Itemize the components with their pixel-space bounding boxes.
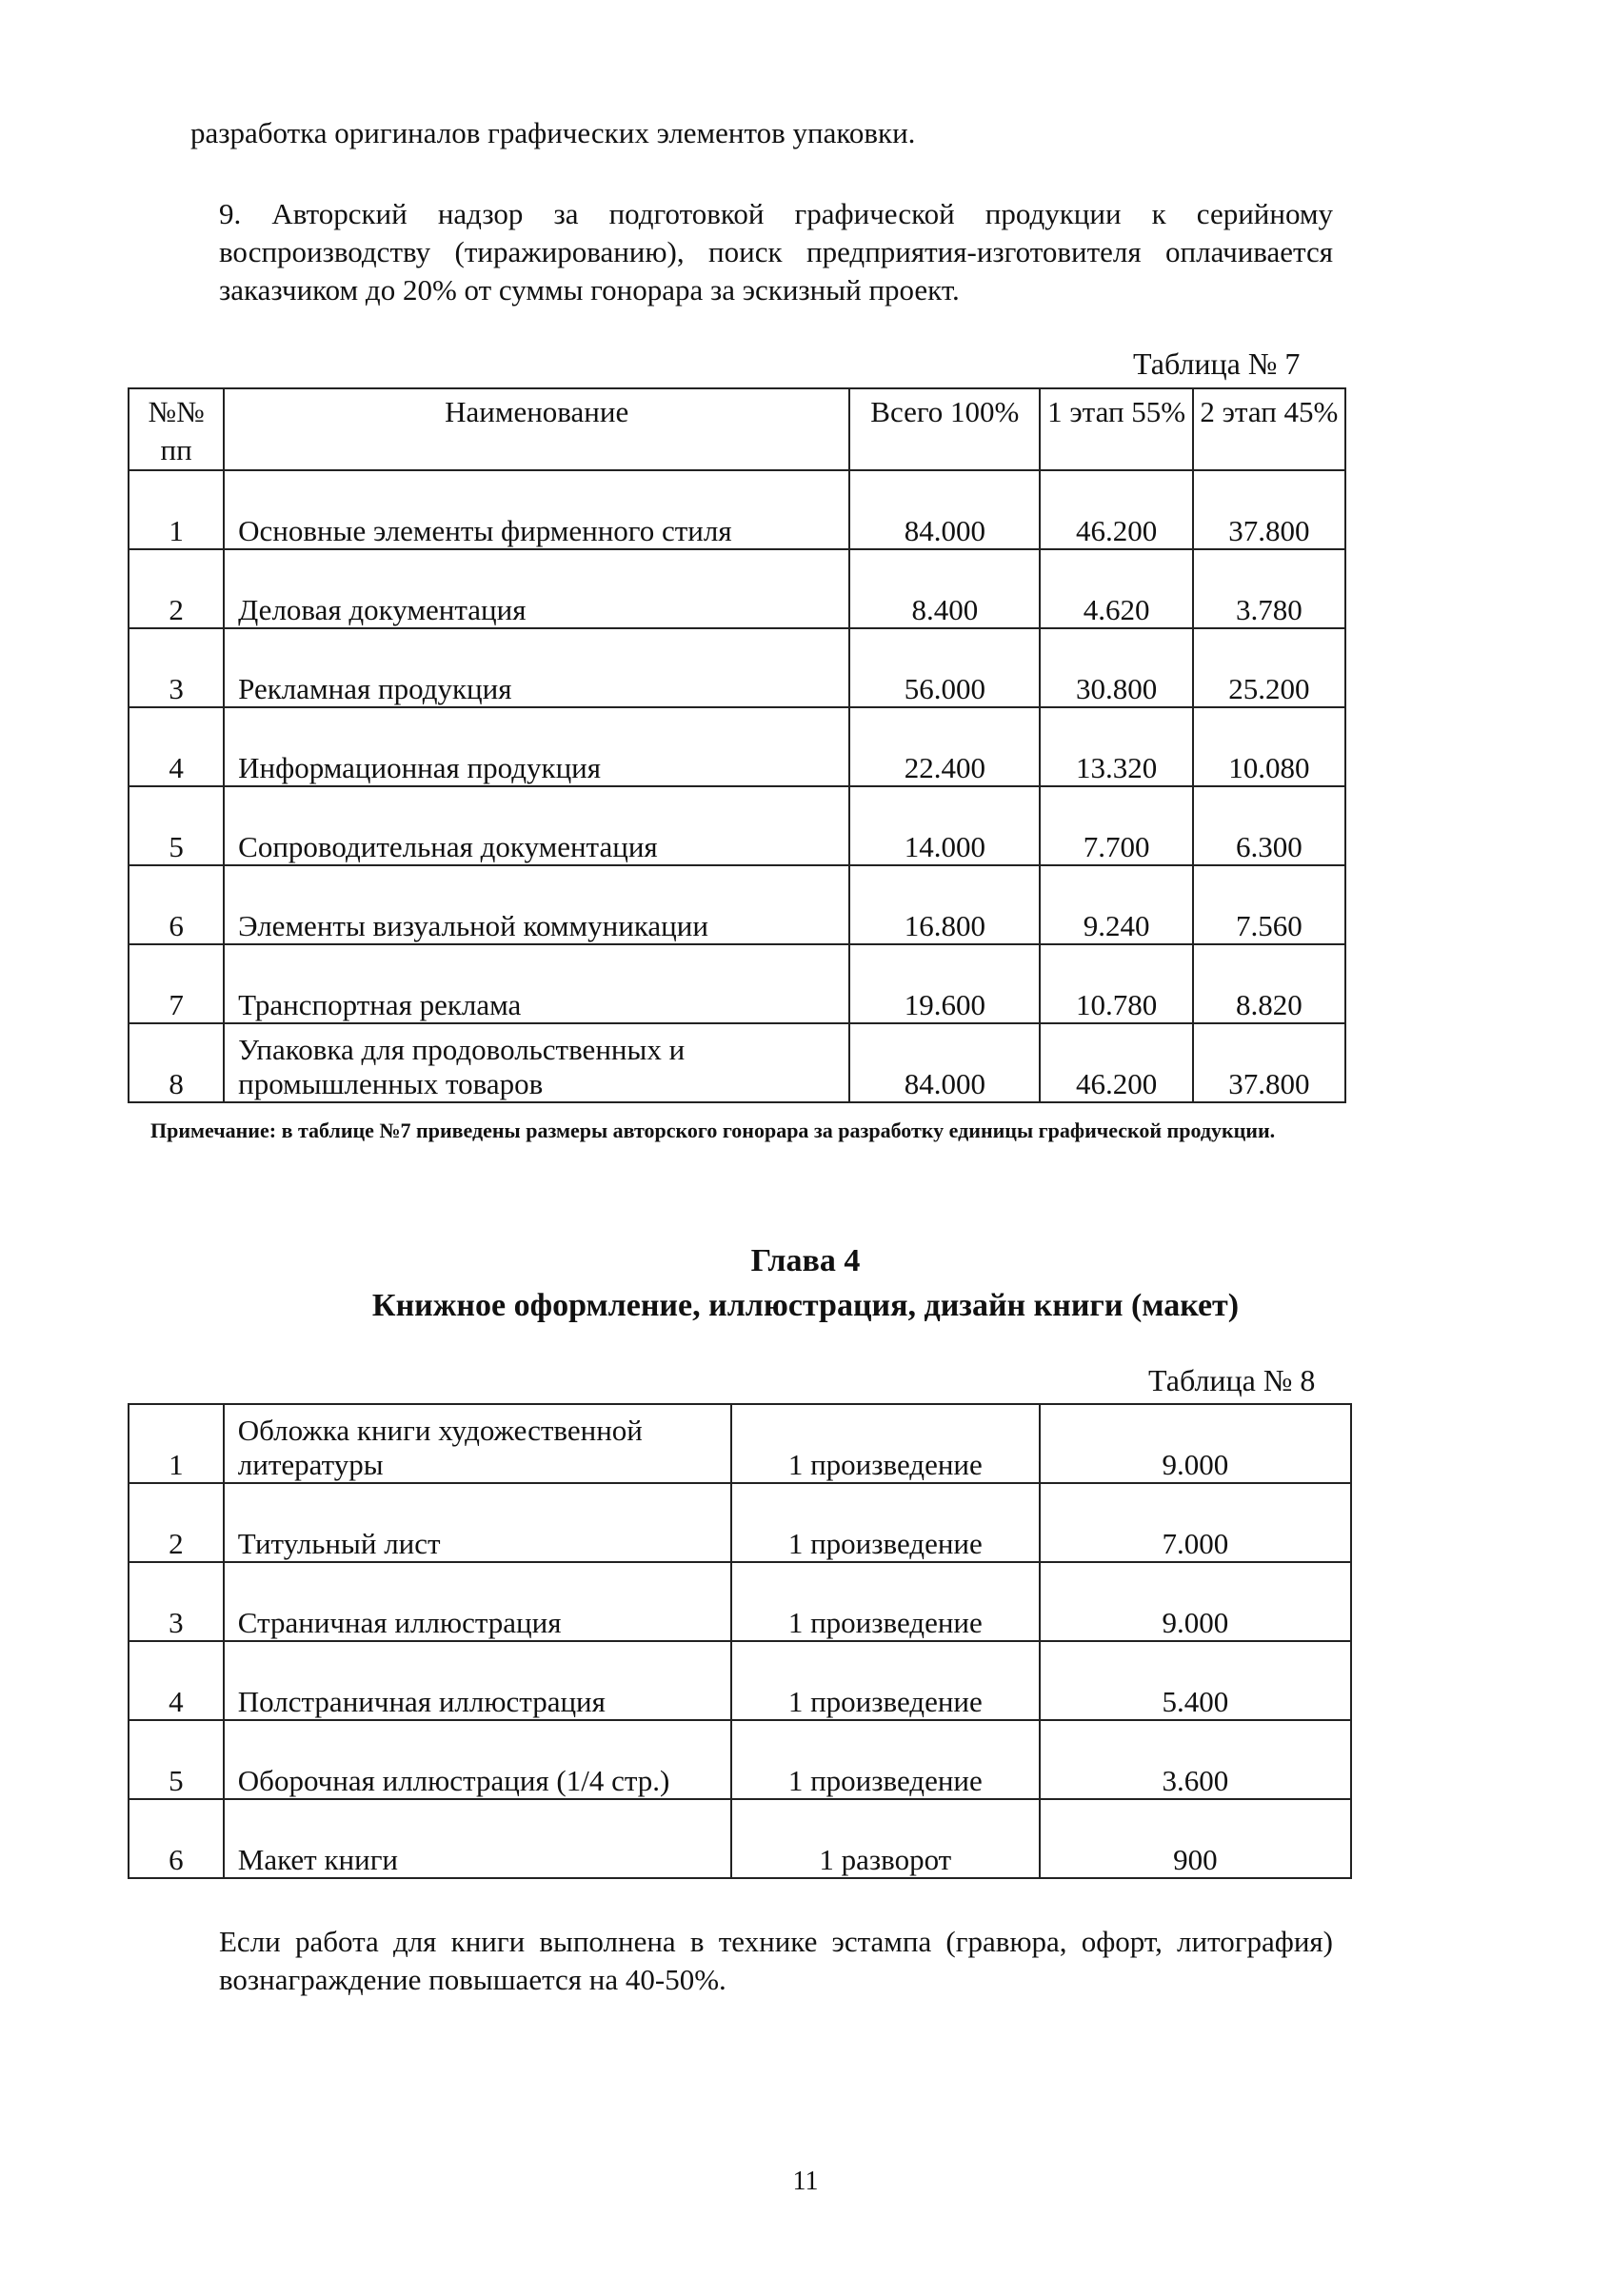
table7-body [129,470,1345,1102]
table8-row [129,1404,1351,1483]
table8-row [129,1562,1351,1641]
table7-row-name: Элементы визуальной коммуникации [224,865,849,944]
table7-row-stage1: 10.780 [1040,944,1192,1023]
table7-row-name: Транспортная реклама [224,944,849,1023]
closing-paragraph [139,1923,1333,1999]
table8-body [129,1404,1351,1878]
table7-header-stage2: 2 этап 45% [1193,388,1345,470]
table8-row-unit: 1 произведение [731,1641,1040,1720]
table7-row-total: 84.000 [849,1023,1040,1102]
table7-row [129,865,1345,944]
table7-row-number: 7 [129,944,224,1023]
table7-header-row [129,388,1345,470]
table7-row-number: 1 [129,470,224,549]
table8-row [129,1483,1351,1562]
table7-note: Примечание: в таблице №7 приведены размеры авторского гонорара за разработку единицы графической продукции. [150,1118,1276,1142]
table7-caption: Таблица № 7 [1133,346,1301,381]
table8-row-unit: 1 произведение [731,1562,1040,1641]
table7-row-name: Деловая документация [224,549,849,628]
table8-caption: Таблица № 8 [1148,1363,1316,1397]
table7-row-stage2: 25.200 [1193,628,1345,707]
table7-row-stage2: 7.560 [1193,865,1345,944]
table8-row-unit: 1 произведение [731,1720,1040,1799]
table7-header-name: Наименование [224,388,849,470]
table8-row-unit: 1 произведение [731,1483,1040,1562]
table7-row [129,628,1345,707]
table8-row-price: 5.400 [1040,1641,1351,1720]
table7-row-stage1: 46.200 [1040,470,1192,549]
intro-line: разработка оригиналов графических элементов упаковки. [190,116,916,149]
table8-row-unit: 1 разворот [731,1799,1040,1878]
table7-row-stage2: 6.300 [1193,786,1345,865]
table7-row-stage2: 37.800 [1193,1023,1345,1102]
table8-row-number: 4 [129,1641,224,1720]
table7-row-stage2: 10.080 [1193,707,1345,786]
table8-row-price: 3.600 [1040,1720,1351,1799]
table8-row [129,1720,1351,1799]
table8-row-unit: 1 произведение [731,1404,1040,1483]
table7-row-stage1: 7.700 [1040,786,1192,865]
table7-row [129,470,1345,549]
paragraph-9 [139,195,1333,309]
table7-row-stage1: 4.620 [1040,549,1192,628]
table8-row-price: 900 [1040,1799,1351,1878]
table7-row-stage1: 46.200 [1040,1023,1192,1102]
table8-row-price: 7.000 [1040,1483,1351,1562]
table7-row-name: Рекламная продукция [224,628,849,707]
table8-row [129,1799,1351,1878]
table8-row-name: Макет книги [224,1799,731,1878]
table7-row-number: 6 [129,865,224,944]
table-7 [128,387,1346,1103]
table8-row-name: Полстраничная иллюстрация [224,1641,731,1720]
table7-row-total: 22.400 [849,707,1040,786]
table7-row-total: 8.400 [849,549,1040,628]
table8-row-name: Страничная иллюстрация [224,1562,731,1641]
table7-row-total: 56.000 [849,628,1040,707]
table8-row [129,1641,1351,1720]
table7-row [129,1023,1345,1102]
table7-row-total: 19.600 [849,944,1040,1023]
table8-row-number: 2 [129,1483,224,1562]
table7-row-name: Сопроводительная документация [224,786,849,865]
table8-row-name: Обложка книги художественной литературы [224,1404,731,1483]
table8-row-name: Титульный лист [224,1483,731,1562]
table8-row-name: Оборочная иллюстрация (1/4 стр.) [224,1720,731,1799]
table7-header-stage1: 1 этап 55% [1040,388,1192,470]
table7-row-stage2: 8.820 [1193,944,1345,1023]
page-number: 11 [792,2167,819,2196]
table7-row-number: 2 [129,549,224,628]
table-8 [128,1403,1352,1879]
table7-row-number: 4 [129,707,224,786]
table7-row-total: 84.000 [849,470,1040,549]
table8-row-price: 9.000 [1040,1562,1351,1641]
table7-row-number: 3 [129,628,224,707]
chapter-number: Глава 4 [750,1243,861,1278]
paragraph-9-text: 9. Авторский надзор за подготовкой графической продукции к серийному воспроизводству (тиражированию), поиск предприятия-изготовителя оплачивается заказчиком до 20% от суммы гонорара за эскизный проект. [219,197,1333,307]
table7-row-stage2: 3.780 [1193,549,1345,628]
table7-row [129,944,1345,1023]
table7-row-number: 8 [129,1023,224,1102]
table7-row-number: 5 [129,786,224,865]
table8-row-number: 6 [129,1799,224,1878]
table7-row-total: 16.800 [849,865,1040,944]
table8-row-number: 5 [129,1720,224,1799]
table8-row-number: 3 [129,1562,224,1641]
table7-header-total: Всего 100% [849,388,1040,470]
table7-header-num: №№ пп [129,388,224,470]
table8-row-price: 9.000 [1040,1404,1351,1483]
table7-row [129,786,1345,865]
table7-row-name: Упаковка для продовольственных и промышленных товаров [224,1023,849,1102]
table8-row-number: 1 [129,1404,224,1483]
table7-row [129,549,1345,628]
table7-row-total: 14.000 [849,786,1040,865]
table7-row-stage2: 37.800 [1193,470,1345,549]
closing-paragraph-text: Если работа для книги выполнена в технике эстампа (гравюра, офорт, литография) вознаграждение повышается на 40-50%. [219,1925,1333,1996]
table7-row [129,707,1345,786]
table7-row-name: Основные элементы фирменного стиля [224,470,849,549]
table7-row-name: Информационная продукция [224,707,849,786]
table7-row-stage1: 9.240 [1040,865,1192,944]
table7-row-stage1: 30.800 [1040,628,1192,707]
table7-row-stage1: 13.320 [1040,707,1192,786]
chapter-title: Книжное оформление, иллюстрация, дизайн книги (макет) [371,1288,1240,1323]
